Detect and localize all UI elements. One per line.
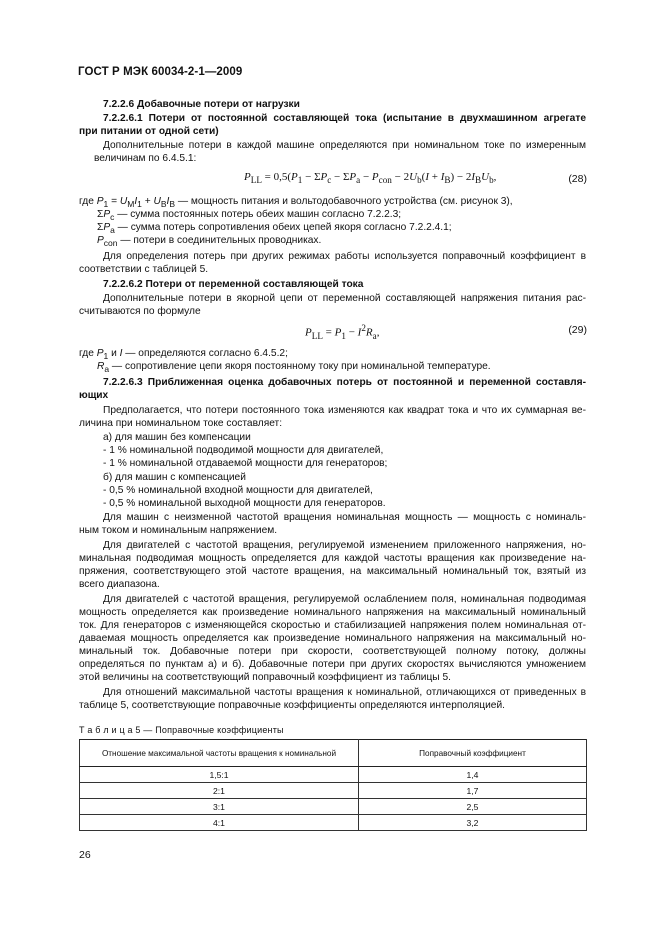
table-cell: 4:1 — [80, 815, 359, 831]
paragraph: таблице 5, соответствующие поправочные коэффициенты определяются интерполяцией. — [79, 700, 505, 711]
where-line: $R_a$ — сопротивление цепи якоря постоянному току при номинальной температуре. — [97, 361, 491, 375]
list-item: - 1 % номинальной отдаваемой мощности для генераторов; — [103, 458, 388, 469]
table-cell: 1,4 — [359, 767, 587, 783]
table-cell: 3:1 — [80, 799, 359, 815]
paragraph: Для определения потерь при других режимах работы используется поправочный коэффициент в — [103, 251, 586, 262]
equation-number-28: (28) — [568, 173, 587, 185]
formula-29: $P_{LL} = P_1 - I^2R_a$, — [305, 323, 380, 341]
paragraph: ток. Для генераторов с изменяющейся скоростью и стабилизацией напряжения полем номинальная от- — [79, 620, 586, 631]
table-cell: 2:1 — [80, 783, 359, 799]
paragraph: Для двигателей с частотой вращения, регулируемой ослаблением поля, номинальная подводимая — [103, 594, 586, 605]
subsection-title-3-cont: ющих — [79, 390, 109, 401]
paragraph: Предполагается, что потери постоянного тока изменяются как квадрат тока и что их суммарная ве- — [103, 405, 586, 416]
list-item: - 1 % номинальной подводимой мощности для двигателей, — [103, 445, 384, 456]
subsection-title-1-cont: при питании от одной сети) — [79, 126, 219, 137]
table-cell: 1,5:1 — [80, 767, 359, 783]
list-item: а) для машин без компенсации — [103, 432, 251, 443]
paragraph: пряжения, соответствующего этой частоте вращения, на максимальный номинальный ток, взятый из — [79, 566, 586, 577]
paragraph: минальная подводимая мощность определяется для каждой частоты вращения как произведение на- — [79, 553, 586, 564]
paragraph: минальный ток. Добавочные потери при скорости, соответствующей полному потоку, должны — [79, 646, 586, 657]
page-number: 26 — [79, 849, 91, 861]
table-cell: 2,5 — [359, 799, 587, 815]
subsection-title-2: 7.2.2.6.2 Потери от переменной составляющей тока — [103, 279, 364, 290]
paragraph: даваемая мощность определяется как произведение номинального напряжения на максимальный но- — [79, 633, 586, 644]
correction-factors-table — [79, 739, 587, 831]
paragraph: Для отношений максимальной частоты вращения к номинальной, отличающихся от приведенных в — [103, 687, 586, 698]
paragraph: Для машин с неизменной частотой вращения номинальная мощность — мощность с номиналь- — [103, 512, 586, 523]
table-row — [80, 783, 587, 799]
list-item: - 0,5 % номинальной входной мощности для двигателей, — [103, 485, 373, 496]
table-header-coefficient: Поправочный коэффициент — [359, 740, 587, 767]
list-item: - 0,5 % номинальной выходной мощности для генераторов. — [103, 498, 386, 509]
table-row — [80, 799, 587, 815]
where-line: $P_{con}$ — потери в соединительных проводниках. — [97, 235, 322, 249]
equation-number-29: (29) — [568, 324, 587, 336]
paragraph: определяться по пунктам а) и б). Добавочные потери при других скоростях вычисляются умножением — [79, 659, 586, 670]
table-row — [80, 815, 587, 831]
subsection-title-3: 7.2.2.6.3 Приближенная оценка добавочных потерь от постоянной и переменной составля- — [103, 377, 586, 388]
where-line: где $P_1$ и I — определяются согласно 6.4.5.2; — [79, 348, 288, 362]
paragraph: Для двигателей с частотой вращения, регулируемой изменением приложенного напряжения, но- — [103, 540, 586, 551]
table-header-ratio: Отношение максимальной частоты вращения к номинальной — [80, 740, 359, 767]
subsection-title-1: 7.2.2.6.1 Потери от постоянной составляющей тока (испытание в двухмашинном агрегате — [103, 113, 586, 124]
paragraph: этой величины на соответствующий поправочный коэффициент из таблицы 5. — [79, 672, 451, 683]
formula-28: $P_{LL} = 0,5(P_1 - \Sigma P_c - \Sigma P_a - P_{con} - 2U_b(I + I_B) - 2I_BU_b$, — [244, 171, 497, 186]
where-line: где $P_1 = U_MI_1 + U_BI_B$ — мощность питания и вольтодобавочного устройства (см. рисунок 3), — [79, 196, 513, 210]
list-item: б) для машин с компенсацией — [103, 472, 246, 483]
paragraph: мощность определяется как произведение номинального напряжения на максимальный номинальный — [79, 607, 586, 618]
table-row — [80, 767, 587, 783]
section-title: 7.2.2.6 Добавочные потери от нагрузки — [103, 99, 300, 110]
where-line: $\Sigma P_a$ — сумма потерь сопротивления обеих цепей якоря согласно 7.2.2.4.1; — [97, 222, 452, 236]
table-cell: 3,2 — [359, 815, 587, 831]
paragraph: всего диапазона. — [79, 579, 160, 590]
table-caption: Т а б л и ц а 5 — Поправочные коэффициенты — [79, 725, 284, 735]
paragraph: личина при номинальном токе составляет: — [79, 418, 283, 429]
paragraph: соответствии с таблицей 5. — [79, 264, 209, 275]
document-header: ГОСТ Р МЭК 60034-2-1—2009 — [78, 66, 243, 78]
table-cell: 1,7 — [359, 783, 587, 799]
paragraph: ным током и номинальным напряжением. — [79, 525, 278, 536]
paragraph: величинам по 6.4.5.1: — [94, 153, 197, 164]
paragraph: Дополнительные потери в каждой машине определяются при номинальном токе по измеренным — [103, 140, 586, 151]
paragraph: считываются по формуле — [79, 306, 201, 317]
paragraph: Дополнительные потери в якорной цепи от переменной составляющей напряжения питания рас- — [103, 293, 586, 304]
where-line: $\Sigma P_c$ — сумма постоянных потерь обеих машин согласно 7.2.2.3; — [97, 209, 402, 223]
